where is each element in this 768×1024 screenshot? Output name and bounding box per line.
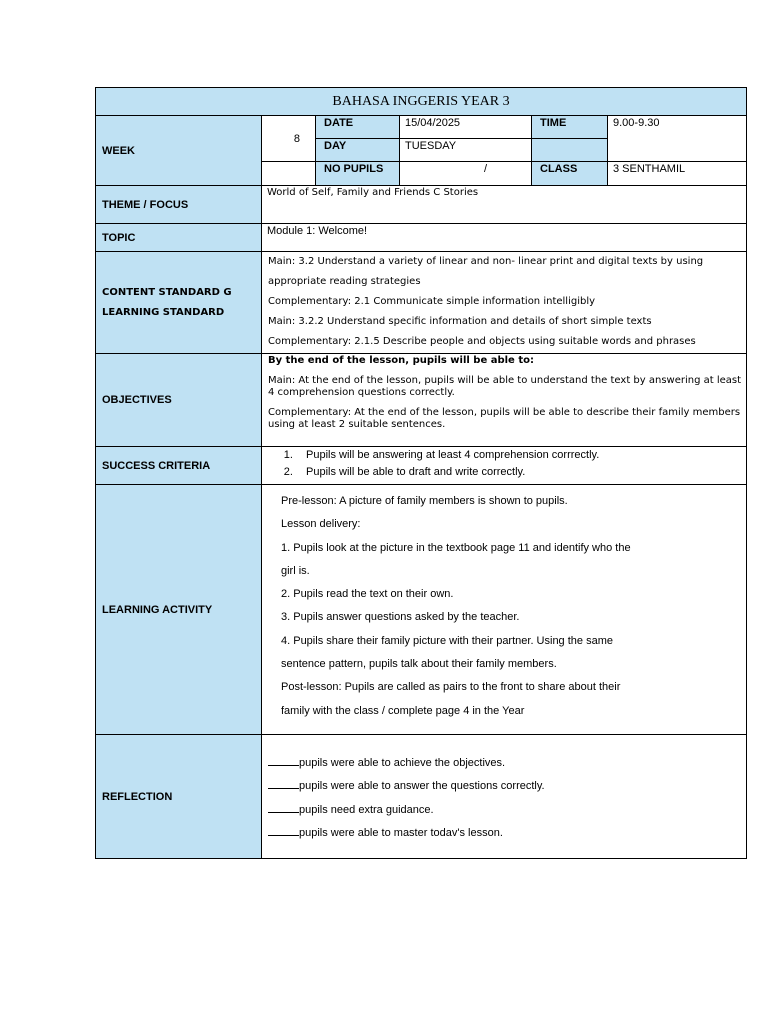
page-title: BAHASA INGGERIS YEAR 3 (96, 88, 747, 116)
list-item: 1. Pupils will be answering at least 4 comprehension corrrectly. (296, 447, 746, 464)
class-label: CLASS (532, 162, 608, 186)
objectives-label: OBJECTIVES (96, 354, 262, 447)
reflection-value (262, 735, 747, 859)
reflection-label: REFLECTION (96, 735, 262, 859)
content-standard-label-line2: LEARNING STANDARD (102, 306, 225, 318)
content-standard-line: Main: 3.2 Understand a variety of linear and non- linear print and digital texts by using (268, 256, 704, 267)
reflection-text: pupils were able to achieve the objectives. (299, 757, 506, 769)
success-criteria-label: SUCCESS CRITERIA (96, 447, 262, 485)
blank-line (268, 756, 299, 766)
reflection-text: pupils need extra guidance. (299, 803, 434, 816)
objectives-intro: By the end of the lesson, pupils will be able to: (268, 355, 534, 366)
week-label: WEEK (96, 116, 262, 186)
time-value: 9.00-9.30 (608, 116, 747, 162)
blank-line (268, 826, 299, 836)
day-value: TUESDAY (400, 139, 532, 162)
activity-line: 3. Pupils answer questions asked by the teacher. (281, 611, 520, 624)
content-standard-value (262, 252, 747, 354)
activity-line: girl is. (281, 564, 310, 577)
success-criteria-list (262, 447, 746, 481)
theme-label: THEME / FOCUS (96, 186, 262, 224)
week-value: 8 (262, 116, 316, 162)
success-criteria-value (262, 447, 747, 485)
date-label: DATE (316, 116, 400, 139)
date-value: 15/04/2025 (400, 116, 532, 139)
activity-line: sentence pattern, pupils talk about their family members. (281, 658, 557, 671)
reflection-item (262, 822, 746, 845)
activity-line: 1. Pupils look at the picture in the textbook page 11 and identify who the (281, 541, 631, 554)
no-pupils-value: / (400, 162, 532, 186)
activity-line: Pre-lesson: A picture of family members is shown to pupils. (281, 495, 568, 507)
objectives-main: Main: At the end of the lesson, pupils will be able to understand the text by answering at least 4 comprehension questions correctly. (268, 375, 742, 398)
activity-line: 2. Pupils read the text on their own. (281, 588, 454, 601)
activity-line: family with the class / complete page 4 in the Year (281, 704, 525, 717)
class-value: 3 SENTHAMIL (608, 162, 747, 186)
content-standard-line: Main: 3.2.2 Understand specific information and details of short simple texts (268, 316, 652, 327)
learning-activity-value (262, 485, 747, 735)
activity-line: Post-lesson: Pupils are called as pairs to the front to share about their (281, 681, 621, 694)
day-label: DAY (316, 139, 400, 162)
content-standard-label-line1: CONTENT STANDARD G (102, 286, 232, 298)
blank-line (268, 779, 299, 789)
blank-line (268, 803, 299, 813)
learning-activity-label: LEARNING ACTIVITY (96, 485, 262, 735)
topic-value: Module 1: Welcome! (262, 224, 747, 252)
objectives-complementary: Complementary: At the end of the lesson, pupils will be able to describe their family members using at least 2 suitable sentences. (268, 407, 741, 430)
time-label-empty (532, 139, 608, 162)
theme-value: World of Self, Family and Friends C Stories (262, 186, 747, 224)
reflection-text: pupils were able to master todav's lesson. (299, 826, 503, 839)
activity-line: Lesson delivery: (281, 518, 361, 531)
content-standard-line: Complementary: 2.1 Communicate simple information intelligibly (268, 296, 596, 307)
no-pupils-label: NO PUPILS (316, 162, 400, 186)
content-standard-label (96, 252, 262, 354)
week-value-empty (262, 162, 316, 186)
list-item: 2. Pupils will be able to draft and write correctly. (296, 464, 746, 481)
content-standard-line: appropriate reading strategies (268, 276, 421, 287)
reflection-item (262, 799, 746, 822)
reflection-item (262, 752, 746, 775)
objectives-value (262, 354, 747, 447)
lesson-plan-table (95, 87, 747, 859)
topic-label: TOPIC (96, 224, 262, 252)
activity-line: 4. Pupils share their family picture with their partner. Using the same (281, 634, 613, 647)
reflection-text: pupils were able to answer the questions correctly. (299, 780, 545, 793)
reflection-item (262, 775, 746, 798)
time-label: TIME (532, 116, 608, 139)
content-standard-line: Complementary: 2.1.5 Describe people and objects using suitable words and phrases (268, 336, 696, 347)
